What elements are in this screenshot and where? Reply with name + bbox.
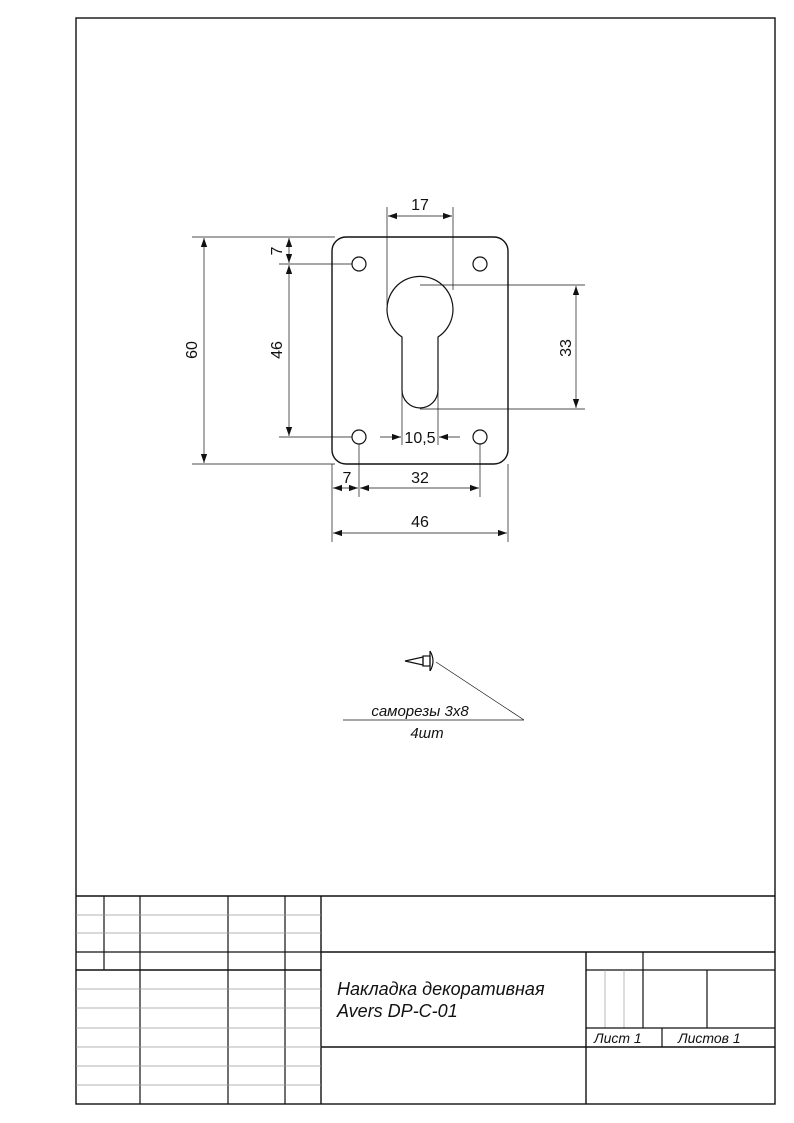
screw-label: саморезы 3х8 <box>371 703 469 720</box>
dim-text-overall-height: 60 <box>184 341 201 359</box>
dim-text-overall-width: 46 <box>411 514 429 531</box>
mounting-hole-bottom-left <box>352 430 366 444</box>
sheet-count: Листов 1 <box>678 1030 741 1046</box>
dim-text-hole-spacing-vertical: 46 <box>269 341 286 359</box>
dim-text-top-offset: 7 <box>269 246 286 256</box>
keyhole-cutout <box>387 276 453 408</box>
dim-text-top-width: 17 <box>411 197 429 214</box>
screw-quantity: 4шт <box>410 725 444 742</box>
sheet-number: Лист 1 <box>594 1030 642 1046</box>
title-line-1: Накладка декоративная <box>337 979 545 999</box>
dim-text-left-offset: 7 <box>342 470 352 487</box>
title-block <box>76 896 775 1104</box>
sheet-frame <box>76 18 775 1104</box>
dim-text-slot-width: 10,5 <box>404 430 436 447</box>
mounting-hole-top-right <box>473 257 487 271</box>
dim-text-keyhole-height: 33 <box>558 339 575 357</box>
title-line-2: Avers DP-C-01 <box>337 1001 458 1021</box>
dim-text-hole-spacing-horizontal: 32 <box>411 470 429 487</box>
mounting-hole-top-left <box>352 257 366 271</box>
mounting-hole-bottom-right <box>473 430 487 444</box>
screw-icon <box>405 651 433 671</box>
dimension-lines <box>192 207 585 542</box>
